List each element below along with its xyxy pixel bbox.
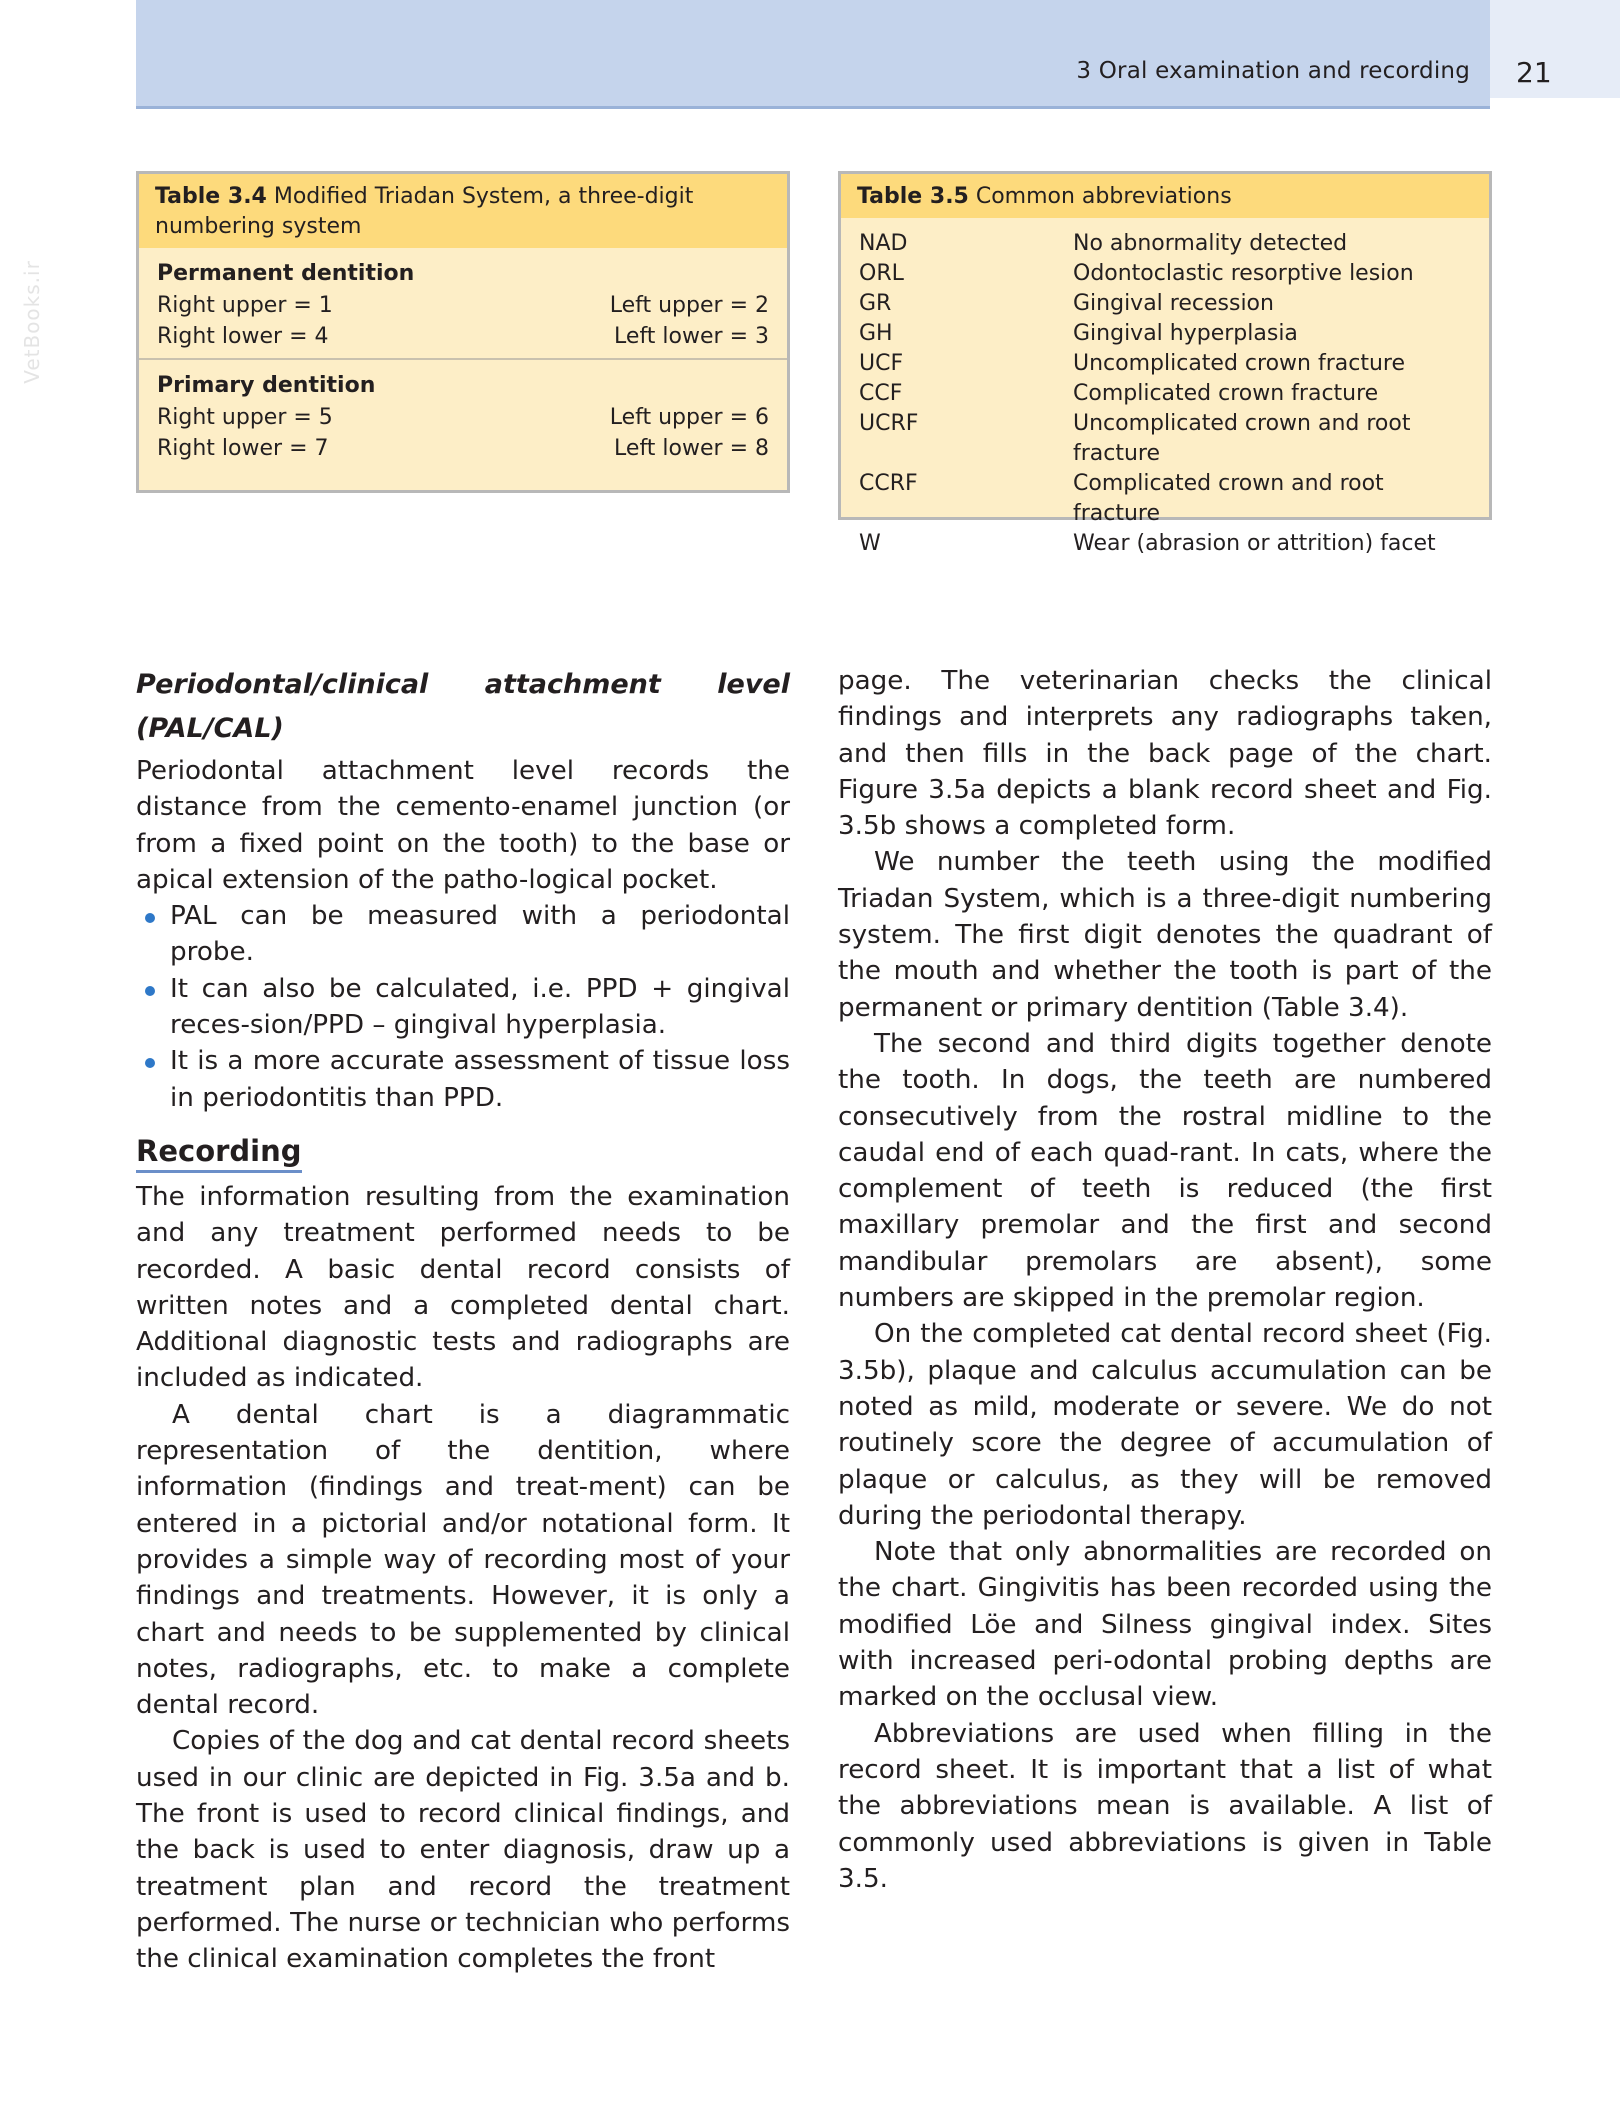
bullet-icon — [145, 913, 155, 923]
table-row — [859, 319, 1471, 349]
abbreviation-meaning: Complicated crown fracture — [1073, 381, 1379, 406]
table-row — [157, 321, 769, 352]
table-caption: Common abbreviations — [968, 184, 1232, 209]
abbreviation-meaning: Gingival recession — [1073, 291, 1274, 316]
abbreviation: GH — [859, 321, 893, 346]
table-row — [859, 349, 1471, 379]
section-title: Primary dentition — [157, 373, 376, 398]
abbreviation-list — [841, 218, 1489, 563]
table-3-5 — [838, 171, 1492, 556]
abbreviation: UCRF — [859, 411, 919, 436]
pal-cal-subheading: Periodontal/clinical attachment level (PAL/CAL) — [136, 669, 790, 744]
body-paragraph: The information resulting from the examination and any treatment performed needs to be recorded. A basic dental record consists of written notes and a completed dental chart. Additional diagnostic tests and radiographs are included as indicated. — [136, 1181, 790, 1394]
abbreviation-meaning: No abnormality detected — [1073, 231, 1348, 256]
abbreviation: CCF — [859, 381, 903, 406]
page-number: 21 — [1516, 56, 1552, 89]
list-item-text: PAL can be measured with a periodontal probe. — [170, 901, 790, 968]
bullet-list — [136, 898, 790, 1116]
chapter-title: 3 Oral examination and recording — [1076, 58, 1470, 84]
abbreviation-meaning: Uncomplicated crown fracture — [1073, 351, 1405, 376]
list-item — [136, 1043, 790, 1116]
abbreviation-meaning: Gingival hyperplasia — [1073, 321, 1298, 346]
abbreviation-meaning: Wear (abrasion or attrition) facet — [1073, 531, 1436, 556]
table-cell: Left lower = 3 — [614, 324, 769, 349]
table-3-4 — [136, 171, 790, 493]
section-title: Permanent dentition — [157, 261, 415, 286]
permanent-dentition-section — [139, 248, 787, 358]
body-paragraph: page. The veterinarian checks the clinical findings and interprets any radiographs taken, and then fills in the back page of the chart. Figure 3.5a depicts a blank record sheet and Fig. 3.5b shows a completed form. — [838, 666, 1492, 842]
list-item — [136, 971, 790, 1044]
body-paragraph: Abbreviations are used when filling in the record sheet. It is important that a list of what the abbreviations mean is available. A list of commonly used abbreviations is given in Table 3.5. — [838, 1718, 1492, 1894]
body-paragraph: The second and third digits together denote the tooth. In dogs, the teeth are numbered consecutively from the rostral midline to the caudal end of each quad-rant. In cats, where the complement of teeth is reduced (the first maxillary premolar and the first and second mandibular premolars are absent), some numbers are skipped in the premolar region. — [838, 1028, 1492, 1314]
abbreviation: UCF — [859, 351, 904, 376]
page-number-tab — [1490, 0, 1620, 98]
left-text-column — [136, 663, 790, 1978]
body-paragraph: A dental chart is a diagrammatic representation of the dentition, where information (findings and treat-ment) can be entered in a pictorial and/or notational form. It provides a simple way of recording most of your findings and treatments. However, it is only a chart and needs to be supplemented by clinical notes, radiographs, etc. to make a complete dental record. — [136, 1399, 790, 1721]
table-row — [859, 469, 1471, 529]
table-row — [157, 290, 769, 321]
table-label: Table 3.4 — [155, 184, 267, 209]
table-3-4-caption — [139, 174, 787, 248]
abbreviation: ORL — [859, 261, 904, 286]
table-cell: Right lower = 7 — [157, 436, 329, 461]
recording-heading: Recording — [136, 1132, 302, 1173]
table-row — [859, 409, 1471, 469]
abbreviation: GR — [859, 291, 892, 316]
table-row — [859, 229, 1471, 259]
table-row — [859, 529, 1471, 559]
body-paragraph: Note that only abnormalities are recorded on the chart. Gingivitis has been recorded using the modified Löe and Silness gingival index. Sites with increased peri-odontal probing depths are marked on the occlusal view. — [838, 1537, 1492, 1713]
body-paragraph: Copies of the dog and cat dental record sheets used in our clinic are depicted in Fig. 3.5a and b. The front is used to record clinical findings, and the back is used to enter diagnosis, draw up a treatment plan and record the treatment performed. The nurse or technician who performs the clinical examination completes the front — [136, 1726, 790, 1975]
right-text-column — [838, 663, 1492, 1897]
primary-dentition-section — [139, 358, 787, 470]
abbreviation: CCRF — [859, 471, 918, 496]
table-cell: Left upper = 2 — [609, 293, 769, 318]
watermark: VetBooks.ir — [19, 260, 44, 384]
bullet-icon — [145, 1058, 155, 1068]
running-header — [136, 0, 1490, 109]
table-cell: Right upper = 1 — [157, 293, 333, 318]
list-item-text: It is a more accurate assessment of tissue loss in periodontitis than PPD. — [170, 1046, 790, 1113]
table-cell: Left lower = 8 — [614, 436, 769, 461]
abbreviation: NAD — [859, 231, 908, 256]
abbreviation-meaning: Odontoclastic resorptive lesion — [1073, 261, 1414, 286]
table-cell: Right lower = 4 — [157, 324, 329, 349]
table-row — [157, 402, 769, 433]
body-paragraph: On the completed cat dental record sheet (Fig. 3.5b), plaque and calculus accumulation can be noted as mild, moderate or severe. We do not routinely score the degree of accumulation of plaque or calculus, as they will be removed during the periodontal therapy. — [838, 1319, 1492, 1531]
table-cell: Left upper = 6 — [609, 405, 769, 430]
table-3-5-caption — [841, 174, 1489, 218]
list-item — [136, 898, 790, 971]
table-row — [859, 289, 1471, 319]
abbreviation: W — [859, 531, 881, 556]
body-paragraph: Periodontal attachment level records the distance from the cemento-enamel junction (or from a fixed point on the tooth) to the base or apical extension of the patho-logical pocket. — [136, 756, 790, 895]
body-paragraph: We number the teeth using the modified Triadan System, which is a three-digit numbering system. The first digit denotes the quadrant of the mouth and whether the tooth is part of the permanent or primary dentition (Table 3.4). — [838, 847, 1492, 1023]
bullet-icon — [145, 986, 155, 996]
table-row — [859, 259, 1471, 289]
abbreviation-meaning: Complicated crown and root fracture — [1073, 471, 1384, 526]
table-label: Table 3.5 — [857, 184, 969, 209]
list-item-text: It can also be calculated, i.e. PPD + gingival reces-sion/PPD – gingival hyperplasia. — [170, 973, 790, 1041]
abbreviation-meaning: Uncomplicated crown and root fracture — [1073, 411, 1411, 466]
table-row — [859, 379, 1471, 409]
table-cell: Right upper = 5 — [157, 405, 333, 430]
table-caption: Modified Triadan System, a three-digit numbering system — [155, 184, 694, 239]
table-row — [157, 433, 769, 464]
